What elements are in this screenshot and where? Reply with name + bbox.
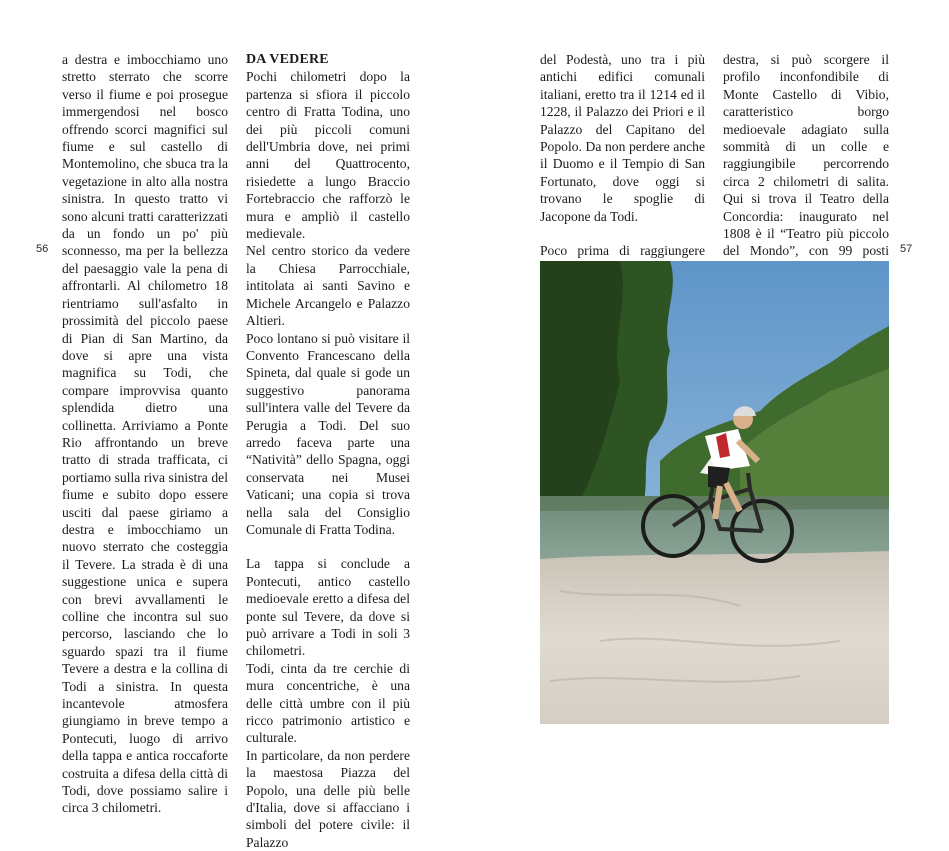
body-text: destra, si può scorgere il profilo inconfondibile di Monte Castello di Vibio, caratteristico borgo medioevale adagiato sulla sommità di un colle e raggiungibile percorrendo circa 2 chilometri di salita. Qui si trova il Teatro della Concordia: inaugurato nel 1808 è il “Teatro più piccolo del Mondo”, con 99 posti bbox=[723, 52, 889, 259]
right-page-column-2 bbox=[723, 51, 889, 295]
paragraph: Poco lontano si può visitare il Convento Francescano della Spineta, dal quale si gode un suggestivo panorama sull'intera valle del Tevere da Perugia a Todi. Del suo arredo faceva parte una “Natività” dello Spagna, oggi conservata nei Musei Vaticani; una copia si trova nella sala del Consiglio Comunale di Fratta Todina. bbox=[246, 330, 410, 537]
paragraph: Pochi chilometri dopo la partenza si sfiora il piccolo centro di Fratta Todina, uno dei più piccoli comuni dell'Umbria dove, nei primi anni del Quattrocento, risiedette a lungo Braccio Fortebraccio che rafforzò le mura e ampliò il castello medievale. bbox=[246, 69, 410, 242]
body-text: a destra e imbocchiamo uno stretto sterrato che scorre verso il fiume e poi prosegue immergendosi nel bosco offrendo scorci magnifici sul fiume e sul castello di Montemolino, che sbuca tra la vegetazione in alto alla nostra sinistra. In questo tratto vi sono alcuni tratti caratterizzati da un fondo un po' più sconnesso, ma per la bellezza del paesaggio vale la pena di affrontarli. Al chilometro 18 rientriamo sull'asfalto in prossimità del piccolo paese di Pian di San Martino, da dove si apre una vista magnifica su Todi, che compare improvvisa quanto splendida dietro una collinetta. Arriviamo a Ponte Rio affrontando un breve tratto di strada trafficata, ci portiamo sulla riva sinistra del fiume e subito dopo essere usciti dal paese giriamo a destra e imbocchiamo un nuovo sterrato che costeggia il Tevere. La strada è di una suggestione unica e supera con brevi avvallamenti le colline che incontra sul suo percorso, lasciando che lo sguardo spazi tra il fiume Tevere a destra e la collina di Todi a sinistra. In questa incantevole atmosfera giungiamo in breve tempo a Pontecuti, luogo di arrivo della tappa e antica roccaforte costruita a difesa della città di Todi, dove possiamo salire i circa 3 chilometri. bbox=[62, 52, 228, 816]
section-heading: DA VEDERE bbox=[246, 52, 329, 67]
left-page-column-1 bbox=[62, 51, 228, 817]
right-page-column-1 bbox=[540, 51, 705, 277]
page-number-right: 57 bbox=[900, 243, 913, 255]
paragraph: Nel centro storico da vedere la Chiesa Parrocchiale, intitolata ai santi Savino e Michele Arcangelo e Palazzo Altieri. bbox=[246, 243, 410, 329]
paragraph: Todi, cinta da tre cerchie di mura concentriche, è una delle città umbre con il più ricco patrimonio artistico e culturale. bbox=[246, 660, 410, 746]
page-number-left: 56 bbox=[36, 243, 49, 255]
paragraph: In particolare, da non perdere la maestosa Piazza del Popolo, una delle più belle d'Italia, dove si affacciano i simboli del potere civile: il Palazzo bbox=[246, 747, 410, 850]
left-page-column-2 bbox=[246, 51, 410, 851]
paragraph: La tappa si conclude a Pontecuti, antico castello medioevale eretto a difesa del ponte sul Tevere, da dove si può arrivare a Todi in soli 3 chilometri. bbox=[246, 556, 410, 659]
cyclist-river-photo bbox=[540, 261, 889, 724]
paragraph: Poco prima di raggiungere bbox=[540, 243, 705, 259]
paragraph: del Podestà, uno tra i più antichi edifici comunali italiani, eretto tra il 1214 ed il 1228, il Palazzo dei Priori e il Palazzo del Capitano del Popolo. Da non perdere anche il Duomo e il Tempio di San Fortunato, dove oggi si trovano le spoglie di Jacopone da Todi. bbox=[540, 52, 705, 224]
